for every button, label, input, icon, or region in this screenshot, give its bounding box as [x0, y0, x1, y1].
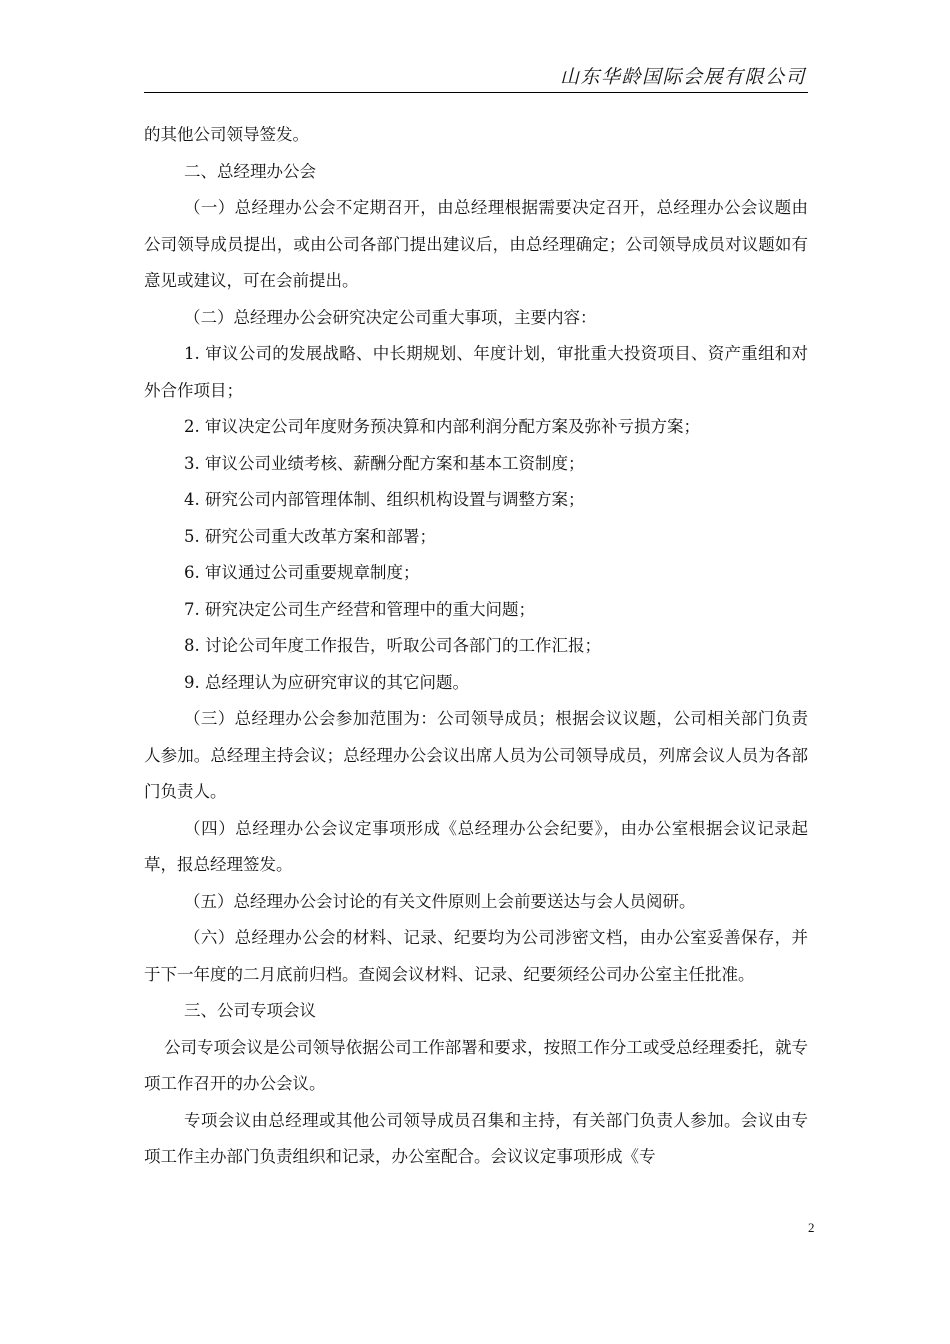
list-item: 9. 总经理认为应研究审议的其它问题。	[184, 672, 469, 692]
document-body	[144, 117, 808, 1176]
list-item: 6. 审议通过公司重要规章制度；	[184, 563, 420, 582]
section-heading: 三、公司专项会议	[184, 1001, 316, 1020]
list-item: 2. 审议决定公司年度财务预决算和内部利润分配方案及弥补亏损方案；	[184, 417, 700, 436]
company-name: 山东华龄国际会展有限公司	[559, 66, 806, 88]
page-header	[144, 64, 808, 93]
paragraph: （五）总经理办公会讨论的有关文件原则上会前要送达与会人员阅研。	[184, 891, 696, 911]
paragraph: 专项会议由总经理或其他公司领导成员召集和主持，有关部门负责人参加。会议由专项工作主办部门负责组织和记录，办公室配合。会议议定事项形成《专	[144, 1110, 808, 1166]
paragraph: （一）总经理办公会不定期召开，由总经理根据需要决定召开，总经理办公会议题由公司领导成员提出，或由公司各部门提出建议后，由总经理确定；公司领导成员对议题如有意见或建议，可在会前提出。	[144, 198, 808, 290]
list-item: 7. 研究决定公司生产经营和管理中的重大问题；	[184, 599, 535, 619]
list-item: 1. 审议公司的发展战略、中长期规划、年度计划，审批重大投资项目、资产重组和对外合作项目；	[144, 344, 808, 400]
list-item: 3. 审议公司业绩考核、薪酬分配方案和基本工资制度；	[184, 453, 585, 473]
page-number: 2	[808, 1220, 815, 1235]
paragraph: （四）总经理办公会议定事项形成《总经理办公会纪要》，由办公室根据会议记录起草，报总经理签发。	[144, 818, 808, 874]
paragraph: （三）总经理办公会参加范围为：公司领导成员；根据会议议题，公司相关部门负责人参加。总经理主持会议；总经理办公会议出席人员为公司领导成员，列席会议人员为各部门负责人。	[144, 709, 808, 801]
section-heading: 二、总经理办公会	[184, 161, 316, 181]
paragraph: 的其他公司领导签发。	[144, 125, 309, 144]
list-item: 5. 研究公司重大改革方案和部署；	[184, 526, 436, 546]
paragraph: （六）总经理办公会的材料、记录、纪要均为公司涉密文档，由办公室妥善保存，并于下一年度的二月底前归档。查阅会议材料、记录、纪要须经公司办公室主任批准。	[144, 928, 808, 984]
list-item: 4. 研究公司内部管理体制、组织机构设置与调整方案；	[184, 490, 585, 509]
list-item: 8. 讨论公司年度工作报告，听取公司各部门的工作汇报；	[184, 636, 601, 655]
paragraph: （二）总经理办公会研究决定公司重大事项，主要内容：	[184, 307, 597, 327]
paragraph: 公司专项会议是公司领导依据公司工作部署和要求，按照工作分工或受总经理委托，就专项工作召开的办公会议。	[144, 1037, 808, 1093]
